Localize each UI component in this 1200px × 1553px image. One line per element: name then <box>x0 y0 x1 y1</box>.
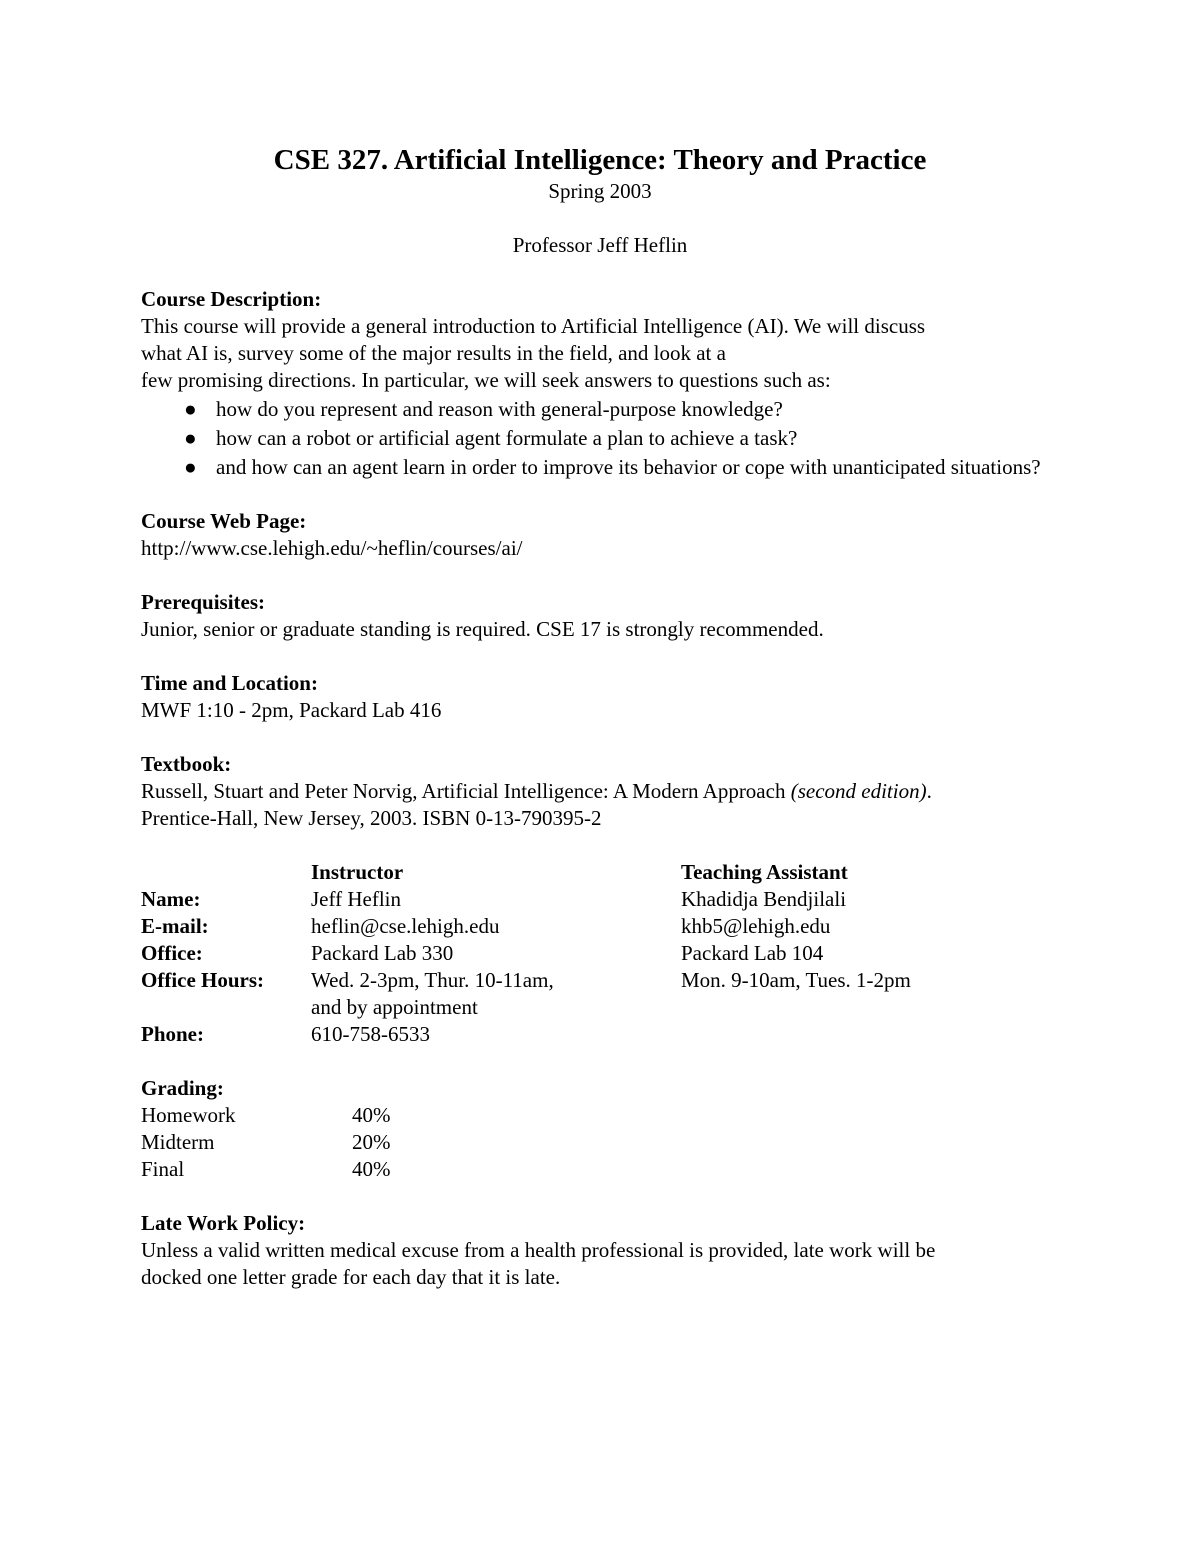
description-line: This course will provide a general introduction to Artificial Intelligence (AI). We will discuss <box>141 314 926 338</box>
grading-table <box>141 1102 1051 1183</box>
textbook-line: Russell, Stuart and Peter Norvig, Artificial Intelligence: A Modern Approach (second edition). <box>141 779 932 803</box>
description-line: few promising directions. In particular, we will seek answers to questions such as: <box>141 368 831 392</box>
syllabus-page <box>141 142 1051 1291</box>
late-policy-section <box>141 1210 1051 1291</box>
textbook-publisher: Prentice-Hall, New Jersey, 2003. ISBN 0-13-790395-2 <box>141 806 602 830</box>
section-heading: Textbook: <box>141 752 232 776</box>
instructor-phone: 610-758-6533 <box>311 1022 430 1046</box>
grading-section <box>141 1075 1051 1183</box>
ta-name: Khadidja Bendjilali <box>681 887 847 911</box>
course-description-section <box>141 286 1051 481</box>
description-line: what AI is, survey some of the major results in the field, and look at a <box>141 341 726 365</box>
staff-table <box>141 859 1051 1048</box>
section-heading: Prerequisites: <box>141 590 266 614</box>
textbook-section <box>141 751 1051 832</box>
ta-email[interactable]: khb5@lehigh.edu <box>681 914 831 938</box>
ta-office-hours: Mon. 9-10am, Tues. 1-2pm <box>681 968 911 992</box>
instructor-name: Jeff Heflin <box>311 887 401 911</box>
question-list <box>141 396 1051 481</box>
section-heading: Late Work Policy: <box>141 1211 306 1235</box>
office-hours-label: Office Hours: <box>141 968 265 992</box>
page-title: CSE 327. Artificial Intelligence: Theory and Practice <box>273 144 927 176</box>
bullet-icon: ● <box>184 397 197 421</box>
instructor-office: Packard Lab 330 <box>311 941 454 965</box>
section-heading: Grading: <box>141 1076 224 1100</box>
time-location-text: MWF 1:10 - 2pm, Packard Lab 416 <box>141 698 442 722</box>
ta-header: Teaching Assistant <box>681 860 848 884</box>
instructor-office-hours: Wed. 2-3pm, Thur. 10-11am, and by appointment <box>311 968 554 1019</box>
bullet-icon: ● <box>184 426 197 450</box>
grading-weight: 40% <box>352 1157 391 1181</box>
grading-weight: 40% <box>352 1103 391 1127</box>
professor-line: Professor Jeff Heflin <box>512 233 688 257</box>
term: Spring 2003 <box>548 179 652 203</box>
phone-label: Phone: <box>141 1022 204 1046</box>
grading-weight: 20% <box>352 1130 391 1154</box>
late-policy-line: docked one letter grade for each day that it is late. <box>141 1265 561 1289</box>
prerequisites-section <box>141 589 1051 643</box>
email-label: E-mail: <box>141 914 209 938</box>
web-page-section <box>141 508 1051 562</box>
bullet-icon: ● <box>184 455 197 479</box>
textbook-edition: (second edition) <box>790 779 927 803</box>
section-heading: Course Description: <box>141 287 322 311</box>
section-heading: Course Web Page: <box>141 509 307 533</box>
list-item: ● how do you represent and reason with general-purpose knowledge? <box>184 397 783 421</box>
section-heading: Time and Location: <box>141 671 318 695</box>
name-label: Name: <box>141 887 201 911</box>
grading-item: Homework <box>141 1103 236 1127</box>
time-location-section <box>141 670 1051 724</box>
grading-item: Midterm <box>141 1130 215 1154</box>
instructor-email[interactable]: heflin@cse.lehigh.edu <box>311 914 500 938</box>
late-policy-line: Unless a valid written medical excuse from a health professional is provided, late work will be <box>141 1238 936 1262</box>
course-url[interactable]: http://www.cse.lehigh.edu/~heflin/courses/ai/ <box>141 536 523 560</box>
instructor-header: Instructor <box>311 860 404 884</box>
prerequisites-text: Junior, senior or graduate standing is required. CSE 17 is strongly recommended. <box>141 617 824 641</box>
list-item: ● how can a robot or artificial agent formulate a plan to achieve a task? <box>184 426 798 450</box>
list-item: ● and how can an agent learn in order to improve its behavior or cope with unanticipated situations? <box>184 455 1041 479</box>
ta-office: Packard Lab 104 <box>681 941 824 965</box>
office-label: Office: <box>141 941 203 965</box>
grading-item: Final <box>141 1157 185 1181</box>
